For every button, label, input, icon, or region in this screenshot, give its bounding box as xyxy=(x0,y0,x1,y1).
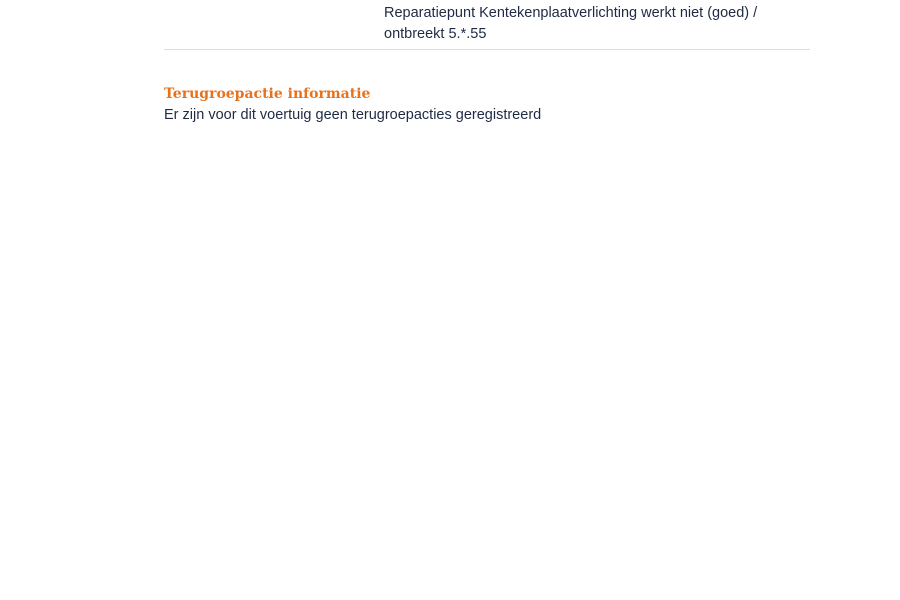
defect-description-line: ontbreekt 5.*.55 xyxy=(384,26,487,42)
defect-description xyxy=(384,0,804,45)
section-heading: Terugroepactie informatie xyxy=(164,86,371,102)
defect-table-row xyxy=(164,0,810,50)
recall-info-section xyxy=(164,84,810,126)
defect-description-line: Reparatiepunt Kentekenplaatverlichting werkt niet (goed) / xyxy=(384,5,758,21)
defect-sublabel xyxy=(276,0,360,3)
recall-info-text: Er zijn voor dit voertuig geen terugroepacties geregistreerd xyxy=(164,107,542,123)
